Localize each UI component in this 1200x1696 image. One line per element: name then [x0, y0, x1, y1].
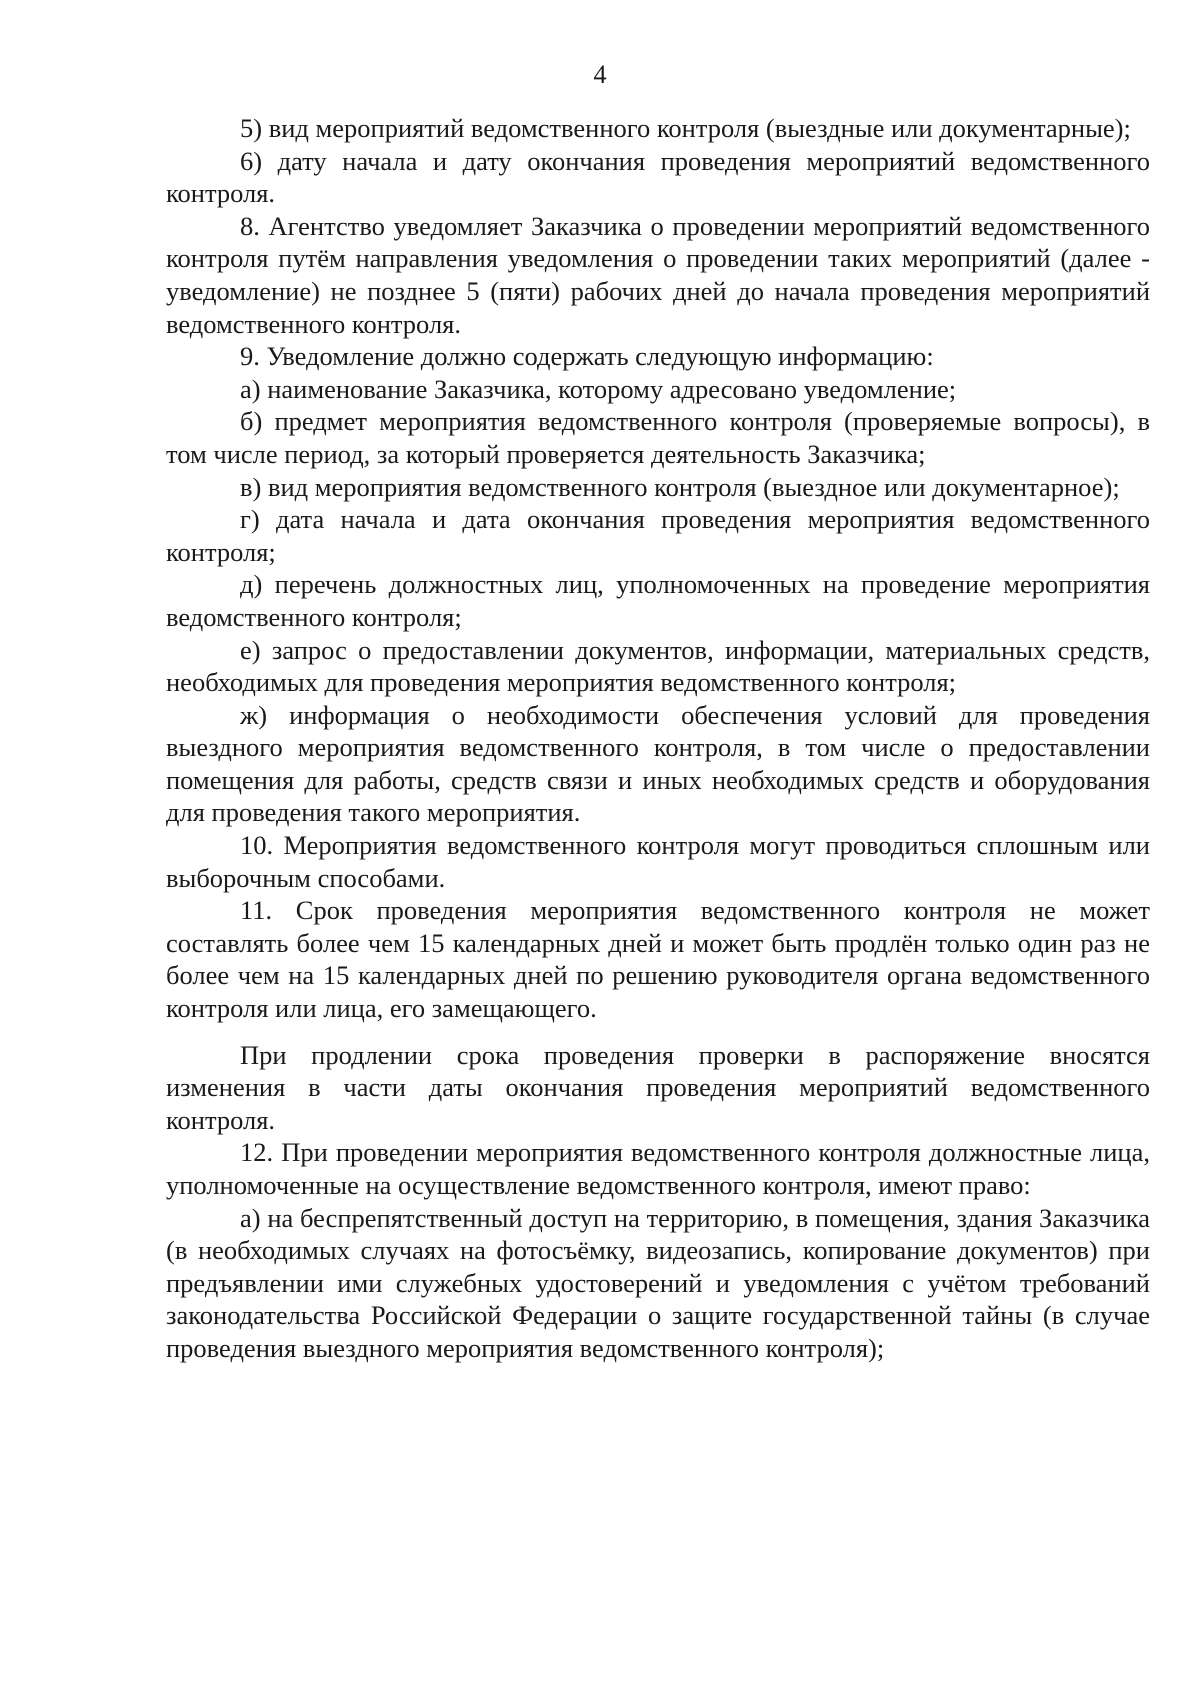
item-b-subject: б) предмет мероприятия ведомственного контроля (проверяемые вопросы), в том числе период, за который проверяется деятельность Заказчика;	[166, 406, 1150, 469]
clause-10-methods: 10. Мероприятия ведомственного контроля могут проводиться сплошным или выборочным способами.	[166, 830, 1150, 893]
document-body	[166, 112, 1150, 1365]
item-a-customer-name: а) наименование Заказчика, которому адресовано уведомление;	[240, 373, 957, 404]
item-zh-conditions: ж) информация о необходимости обеспечения условий для проведения выездного мероприятия ведомственного контроля, в том числе о предоставлении помещения для работы, средств связи и иных необходимых средств и оборудования для проведения такого мероприятия.	[166, 699, 1150, 828]
clause-12-rights: 12. При проведении мероприятия ведомственного контроля должностные лица, уполномоченные на осуществление ведомственного контроля, имеют право:	[166, 1137, 1150, 1200]
clause-8-notification: 8. Агентство уведомляет Заказчика о проведении мероприятий ведомственного контроля путём направления уведомления о проведении таких мероприятий (далее - уведомление) не позднее 5 (пяти) рабочих дней до начала проведения мероприятий ведомственного контроля.	[166, 210, 1150, 339]
item-g-dates: г) дата начала и дата окончания проведения мероприятия ведомственного контроля;	[166, 504, 1150, 567]
item-d-officials: д) перечень должностных лиц, уполномоченных на проведение мероприятия ведомственного контроля;	[166, 569, 1150, 632]
item-a-access: а) на беспрепятственный доступ на территорию, в помещения, здания Заказчика (в необходимых случаях на фотосъёмку, видеозапись, копирование документов) при предъявлении ими служебных удостоверений и уведомления с учётом требований законодательства Российской Федерации о защите государственной тайны (в случае проведения выездного мероприятия ведомственного контроля);	[166, 1202, 1150, 1363]
page-number: 4	[593, 60, 607, 89]
clause-9-notification-content: 9. Уведомление должно содержать следующую информацию:	[240, 341, 934, 372]
item-5-inspection-type: 5) вид мероприятий ведомственного контроля (выездные или документарные);	[240, 113, 1131, 143]
item-e-document-request: е) запрос о предоставлении документов, информации, материальных средств, необходимых для проведения мероприятия ведомственного контроля;	[166, 634, 1150, 698]
item-6-dates: 6) дату начала и дату окончания проведения мероприятий ведомственного контроля.	[166, 145, 1150, 209]
clause-11-extension: При продлении срока проведения проверки в распоряжение вносятся изменения в части даты окончания проведения мероприятий ведомственного контроля.	[166, 1039, 1150, 1135]
item-v-type: в) вид мероприятия ведомственного контроля (выездное или документарное);	[240, 471, 1120, 502]
clause-11-duration: 11. Срок проведения мероприятия ведомственного контроля не может составлять более чем 15 календарных дней и может быть продлён только один раз не более чем на 15 календарных дней по решению руководителя органа ведомственного контроля или лица, его замещающего.	[166, 895, 1150, 1024]
